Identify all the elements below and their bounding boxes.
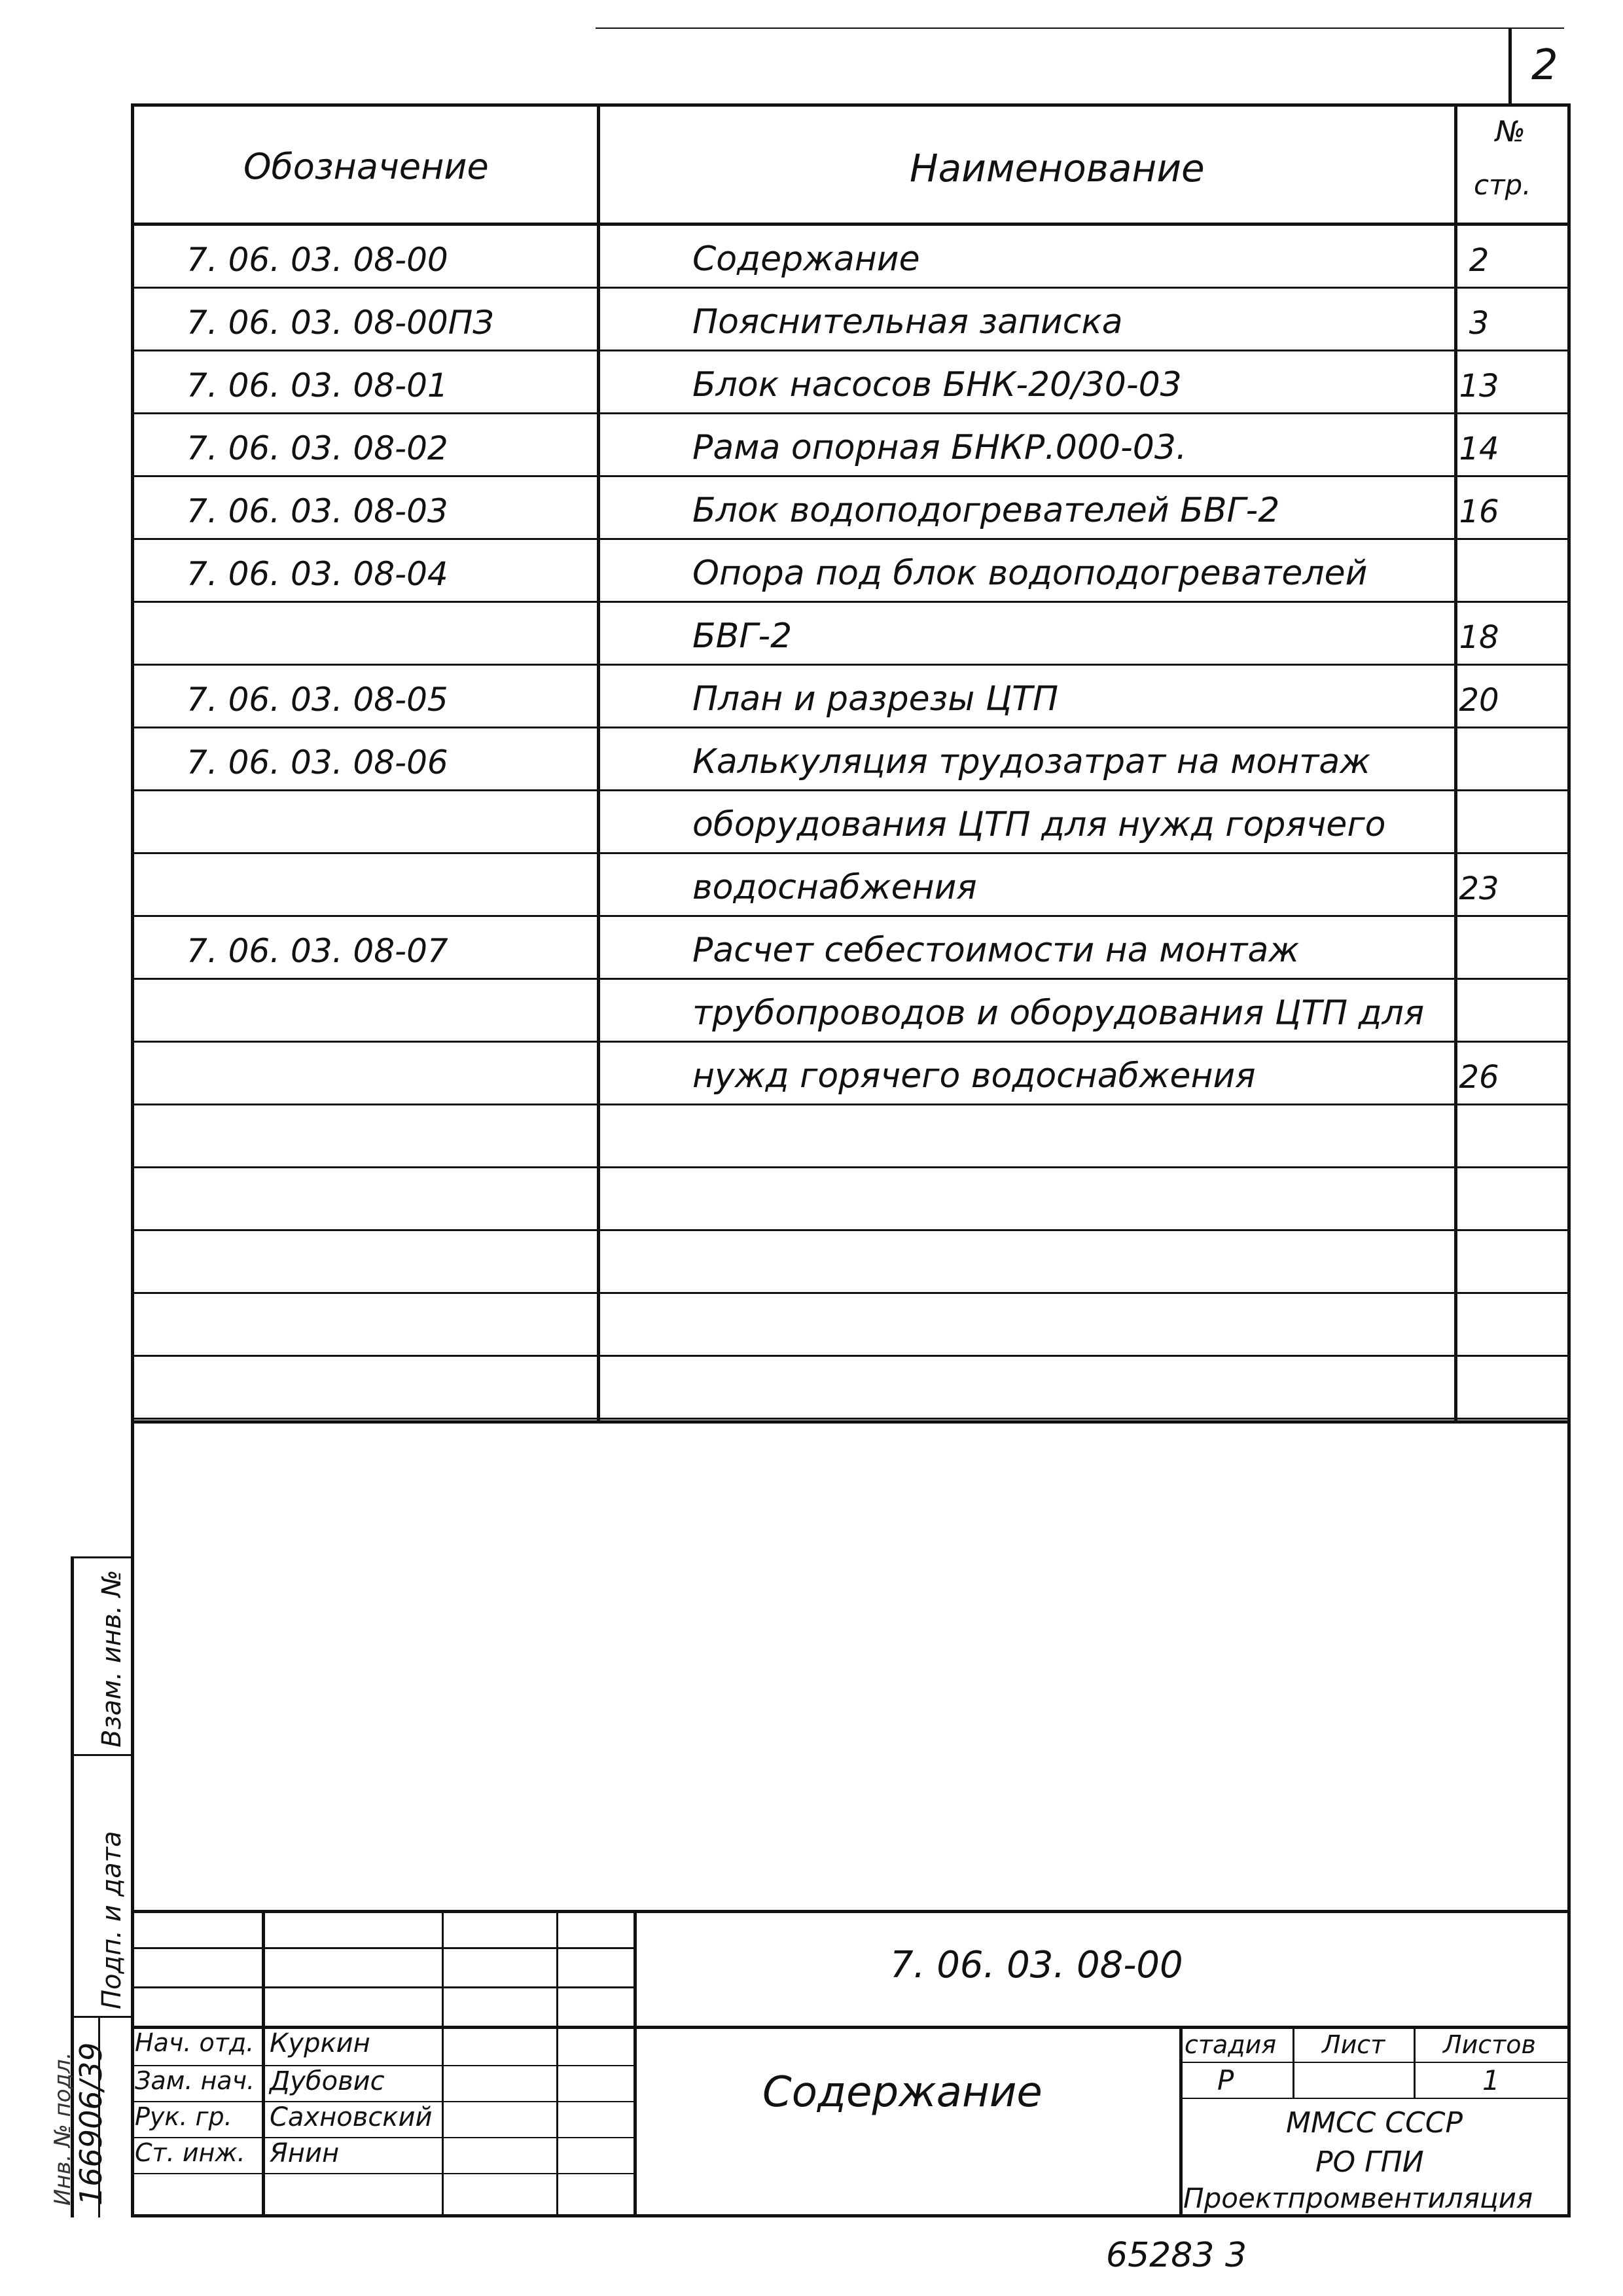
sheets-value: 1 [1482, 2064, 1500, 2096]
row-name: БВГ-2 [692, 617, 793, 656]
row-line [131, 350, 1571, 351]
document-code: 7. 06. 03. 08-00 [890, 1944, 1183, 1986]
row-page: 18 [1459, 619, 1499, 656]
row-page: 14 [1459, 431, 1499, 467]
row-line-empty [131, 1355, 1571, 1357]
row-code: 7. 06. 03. 08-00 [187, 241, 448, 279]
row-line-empty [131, 1166, 1571, 1168]
row-line [131, 1103, 1571, 1105]
row-name: Содержание [692, 240, 920, 279]
row-page: 23 [1459, 870, 1499, 907]
role-person-name: Сахновский [270, 2102, 433, 2132]
titleblock-col-4 [633, 1910, 637, 2217]
sheet-label: Лист [1322, 2030, 1385, 2059]
side-stamp-sign-date: Подп. и дата [97, 1831, 127, 2009]
document-title: Содержание [762, 2068, 1043, 2117]
row-line [131, 1041, 1571, 1043]
titleblock-row-b [131, 1986, 635, 1988]
row-name: Блок насосов БНК-20/30-03 [692, 365, 1182, 404]
row-name: нужд горячего водоснабжения [692, 1056, 1256, 1096]
col-divider-1 [597, 105, 600, 1422]
row-code: 7. 06. 03. 08-04 [187, 555, 448, 593]
row-code: 7. 06. 03. 08-02 [187, 429, 448, 467]
row-name: Пояснительная записка [692, 302, 1123, 342]
side-stamp-inv-dup: Взам. инв. № [97, 1570, 127, 1748]
role-label: Нач. отд. [135, 2028, 255, 2057]
top-rule [596, 27, 1564, 29]
row-name: План и разрезы ЦТП [692, 679, 1059, 719]
role-label: Зам. нач. [135, 2066, 255, 2095]
side-stamp-inv-number: 166906/39 [73, 2042, 109, 2206]
row-name: Блок водоподогревателей БВГ-2 [692, 491, 1280, 530]
org-line-2: РО ГПИ [1315, 2145, 1424, 2179]
row-line [131, 601, 1571, 603]
titleblock-col-3 [556, 1910, 558, 2217]
role-label: Рук. гр. [135, 2102, 232, 2131]
row-name: Расчет себестоимости на монтаж [692, 931, 1300, 970]
side-stamp-mid-1 [71, 1754, 131, 1756]
row-line [131, 978, 1571, 980]
table-bottom-line [131, 1420, 1571, 1424]
row-line [131, 412, 1571, 414]
drawing-frame [131, 103, 1571, 2217]
header-page-abbr: стр. [1474, 169, 1531, 201]
row-name: трубопроводов и оборудования ЦТП для [692, 994, 1425, 1033]
row-page: 13 [1459, 368, 1499, 404]
titleblock-row-g [131, 2173, 635, 2174]
stage-box-left [1179, 2026, 1183, 2217]
row-code: 7. 06. 03. 08-06 [187, 744, 448, 781]
stage-box-col-2 [1414, 2026, 1416, 2098]
row-line [131, 852, 1571, 854]
sheets-label: Листов [1443, 2030, 1536, 2059]
role-person-name: Куркин [270, 2028, 370, 2058]
row-name: Рама опорная БНКР.000-03. [692, 428, 1187, 467]
side-stamp-mid-2 [71, 2016, 131, 2018]
stage-value: Р [1217, 2064, 1234, 2096]
row-code: 7. 06. 03. 08-01 [187, 367, 448, 404]
row-line-empty [131, 1292, 1571, 1294]
row-line [131, 789, 1571, 791]
role-label: Ст. инж. [135, 2138, 245, 2167]
row-line-empty [131, 1229, 1571, 1231]
row-page: 3 [1469, 305, 1489, 342]
titleblock-row-a [131, 1947, 635, 1949]
header-page-no: № [1495, 115, 1525, 149]
stage-box-row-2 [1179, 2098, 1571, 2099]
row-line [131, 475, 1571, 477]
col-divider-2 [1454, 105, 1457, 1422]
titleblock-col-2 [442, 1910, 444, 2217]
row-line [131, 538, 1571, 540]
side-stamp-inv-orig: Инв. № подл. [50, 2052, 76, 2206]
header-name: Наименование [910, 146, 1205, 190]
page-number-box-left [1508, 29, 1512, 104]
row-name: оборудования ЦТП для нужд горячего [692, 805, 1386, 844]
titleblock-col-1 [262, 1910, 265, 2217]
row-name: водоснабжения [692, 868, 977, 907]
stage-box-row-1 [1179, 2062, 1571, 2063]
row-page: 20 [1459, 682, 1499, 719]
row-page: 2 [1469, 242, 1489, 279]
row-code: 7. 06. 03. 08-07 [187, 932, 448, 970]
footer-number: 65283 3 [1106, 2236, 1247, 2275]
row-page: 16 [1459, 493, 1499, 530]
role-person-name: Дубовис [270, 2066, 385, 2096]
row-code: 7. 06. 03. 08-03 [187, 492, 448, 530]
role-person-name: Янин [270, 2138, 340, 2168]
row-code: 7. 06. 03. 08-05 [187, 681, 448, 719]
stage-box-col-1 [1293, 2026, 1294, 2098]
org-line-1: ММСС СССР [1286, 2106, 1463, 2140]
row-page: 26 [1459, 1059, 1499, 1096]
row-line [131, 287, 1571, 289]
row-line [131, 664, 1571, 666]
page-number: 2 [1531, 41, 1558, 90]
side-stamp-top [71, 1556, 131, 1558]
org-line-3: Проектпромвентиляция [1183, 2182, 1533, 2214]
row-line-empty [131, 1418, 1571, 1420]
row-code: 7. 06. 03. 08-00ПЗ [187, 304, 494, 342]
titleblock-top [131, 1910, 1571, 1913]
header-bottom-line [131, 223, 1571, 226]
row-name: Опора под блок водоподогревателей [692, 554, 1368, 593]
row-line [131, 726, 1571, 728]
row-line [131, 915, 1571, 917]
row-name: Калькуляция трудозатрат на монтаж [692, 742, 1371, 781]
stage-label: стадия [1185, 2030, 1277, 2059]
header-designation: Обозначение [243, 146, 489, 187]
